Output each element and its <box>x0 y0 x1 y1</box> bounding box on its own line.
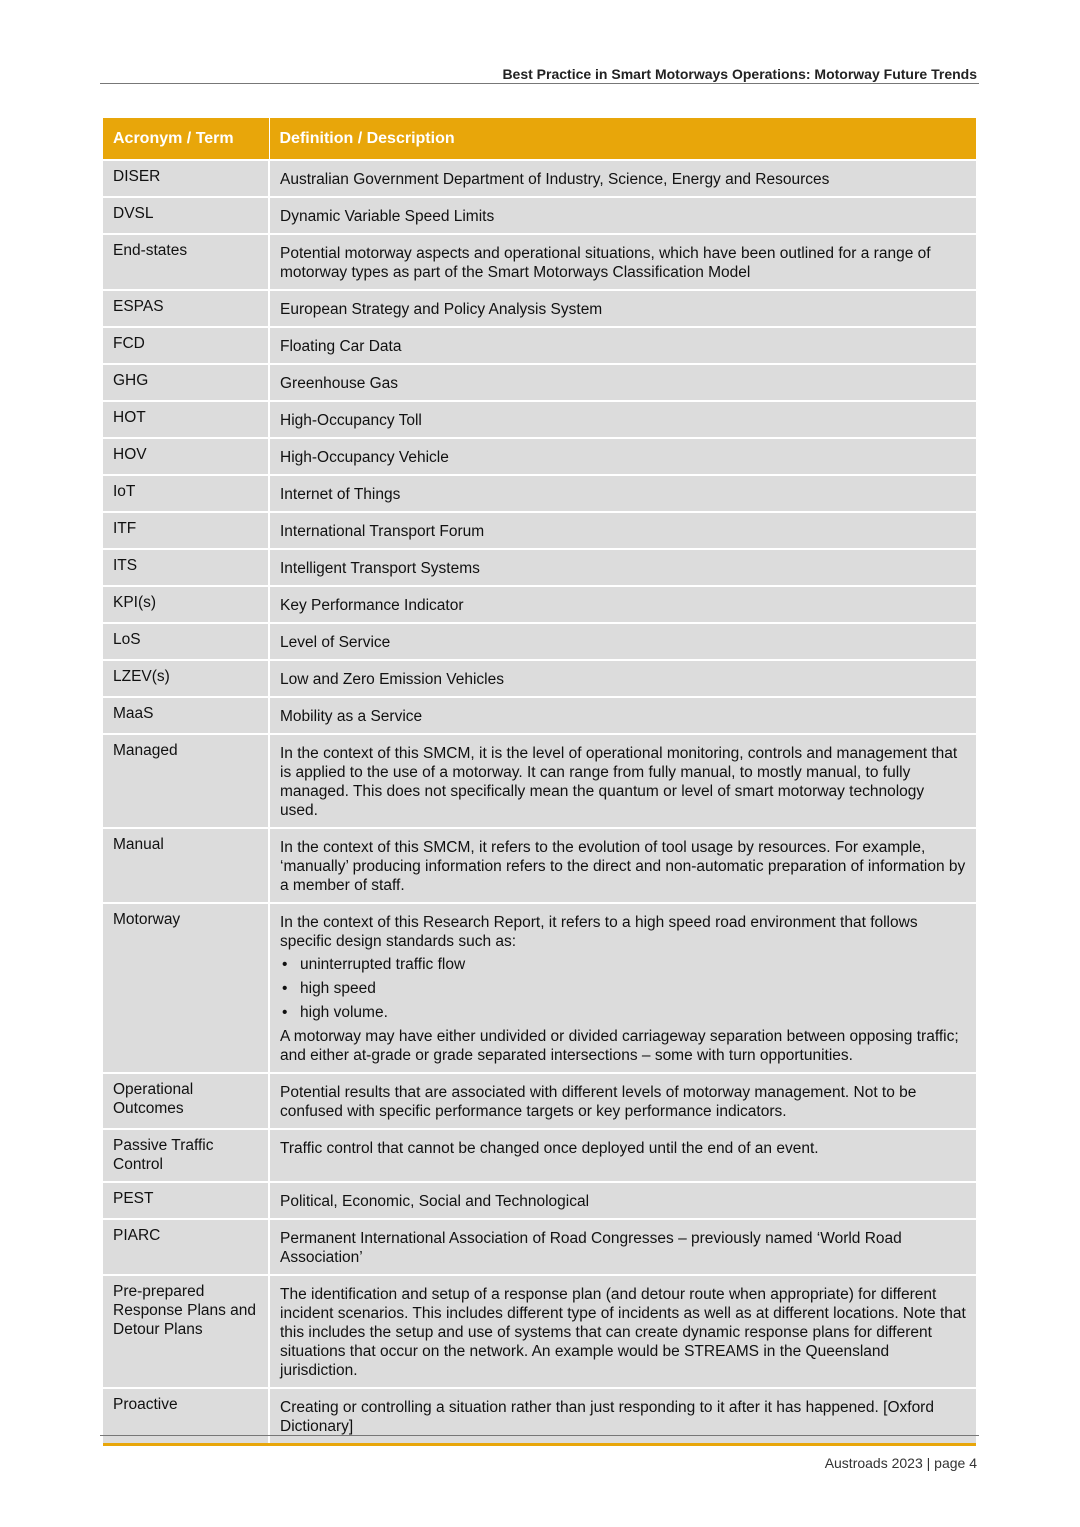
term-cell: Motorway <box>103 903 269 1073</box>
definition-cell <box>269 1388 976 1445</box>
definition-text: The identification and setup of a response plan (and detour route when appropriate) for different incident scenarios. This includes different type of incidents as well as at different locations. Note that this includes the setup and use of systems that can create dynamic response plans for different situations that occur on the network. An example would be STREAMS in the Queensland jurisdiction. <box>280 1286 966 1379</box>
table-row <box>103 734 976 828</box>
table-row <box>103 828 976 903</box>
term-cell: MaaS <box>103 697 269 734</box>
term-cell: Pre-prepared Response Plans and Detour Plans <box>103 1275 269 1388</box>
term-cell: LoS <box>103 623 269 660</box>
table-row <box>103 1275 976 1388</box>
definition-text: Permanent International Association of Road Congresses – previously named ‘World Road Association’ <box>280 1230 902 1266</box>
table-row <box>103 623 976 660</box>
definition-text: Floating Car Data <box>280 338 402 355</box>
term-cell: GHG <box>103 364 269 401</box>
definition-cell <box>269 1129 976 1182</box>
term-cell: DISER <box>103 160 269 197</box>
term-cell: Operational Outcomes <box>103 1073 269 1129</box>
term-cell: Managed <box>103 734 269 828</box>
column-header-term: Acronym / Term <box>103 118 269 160</box>
definition-cell <box>269 197 976 234</box>
table-row <box>103 197 976 234</box>
definition-text: Traffic control that cannot be changed once deployed until the end of an event. <box>280 1140 819 1157</box>
term-cell: Proactive <box>103 1388 269 1445</box>
table-row <box>103 401 976 438</box>
term-cell: Manual <box>103 828 269 903</box>
table-row <box>103 1182 976 1219</box>
definition-text: Potential motorway aspects and operational situations, which have been outlined for a range of motorway types as part of the Smart Motorways Classification Model <box>280 245 931 281</box>
definition-cell <box>269 512 976 549</box>
definition-followup-text: A motorway may have either undivided or divided carriageway separation between opposing traffic; and either at-grade or grade separated intersections – some with turn opportunities. <box>280 1028 959 1064</box>
table-row <box>103 903 976 1073</box>
table-row <box>103 475 976 512</box>
definition-text: Creating or controlling a situation rather than just responding to it after it has happened. [Oxford Dictionary] <box>280 1399 934 1435</box>
term-cell: DVSL <box>103 197 269 234</box>
definition-text: Key Performance Indicator <box>280 597 464 614</box>
definition-cell <box>269 438 976 475</box>
column-header-definition: Definition / Description <box>269 118 976 160</box>
glossary-table <box>103 118 976 1446</box>
term-cell: End-states <box>103 234 269 290</box>
definition-text: High-Occupancy Toll <box>280 412 422 429</box>
term-cell: PEST <box>103 1182 269 1219</box>
table-row <box>103 1388 976 1445</box>
definition-text: Intelligent Transport Systems <box>280 560 480 577</box>
definition-cell <box>269 660 976 697</box>
term-cell: ITF <box>103 512 269 549</box>
term-cell: HOV <box>103 438 269 475</box>
page-header-title: Best Practice in Smart Motorways Operations: Motorway Future Trends <box>502 66 977 82</box>
definition-text: Political, Economic, Social and Technological <box>280 1193 590 1210</box>
definition-cell <box>269 1275 976 1388</box>
definition-cell <box>269 234 976 290</box>
definition-cell <box>269 364 976 401</box>
definition-text: Australian Government Department of Industry, Science, Energy and Resources <box>280 171 830 188</box>
term-cell: LZEV(s) <box>103 660 269 697</box>
term-cell: FCD <box>103 327 269 364</box>
table-header-row <box>103 118 976 160</box>
table-row <box>103 586 976 623</box>
definition-bullet-item: • high speed <box>300 979 966 998</box>
table-row <box>103 512 976 549</box>
definition-text: Internet of Things <box>280 486 401 503</box>
term-cell: Passive Traffic Control <box>103 1129 269 1182</box>
term-cell: ESPAS <box>103 290 269 327</box>
definition-cell <box>269 1073 976 1129</box>
definition-cell <box>269 623 976 660</box>
definition-text: In the context of this Research Report, it refers to a high speed road environment that follows specific design standards such as: <box>280 914 918 950</box>
table-row <box>103 234 976 290</box>
definition-cell <box>269 290 976 327</box>
table-body <box>103 160 976 1445</box>
term-cell: IoT <box>103 475 269 512</box>
footer-divider <box>100 1435 979 1436</box>
definition-cell <box>269 1182 976 1219</box>
table-row <box>103 364 976 401</box>
definition-text: International Transport Forum <box>280 523 485 540</box>
definition-text: Greenhouse Gas <box>280 375 399 392</box>
table-row <box>103 438 976 475</box>
definition-text: Low and Zero Emission Vehicles <box>280 671 505 688</box>
definition-cell <box>269 734 976 828</box>
table-row <box>103 660 976 697</box>
header-divider <box>100 83 979 84</box>
definition-text: European Strategy and Policy Analysis System <box>280 301 603 318</box>
definition-cell <box>269 903 976 1073</box>
definition-cell <box>269 401 976 438</box>
definition-cell <box>269 549 976 586</box>
definition-text: In the context of this SMCM, it refers to the evolution of tool usage by resources. For example, ‘manually’ producing information refers to the direct and non-automatic preparation of information by a member of staff. <box>280 839 966 894</box>
term-cell: KPI(s) <box>103 586 269 623</box>
definition-cell <box>269 475 976 512</box>
definition-text: Mobility as a Service <box>280 708 423 725</box>
term-cell: HOT <box>103 401 269 438</box>
definition-cell <box>269 586 976 623</box>
definition-bullet-item: • uninterrupted traffic flow <box>300 955 966 974</box>
term-cell: PIARC <box>103 1219 269 1275</box>
table-row <box>103 160 976 197</box>
definition-text: Potential results that are associated with different levels of motorway management. Not to be confused with specific performance targets or key performance indicators. <box>280 1084 917 1120</box>
table-row <box>103 1219 976 1275</box>
glossary-table-container <box>103 118 976 1446</box>
definition-cell <box>269 828 976 903</box>
term-cell: ITS <box>103 549 269 586</box>
table-row <box>103 697 976 734</box>
table-row <box>103 549 976 586</box>
definition-bullet-item: • high volume. <box>300 1003 966 1022</box>
page-footer: Austroads 2023 | page 4 <box>824 1455 977 1471</box>
definition-text: In the context of this SMCM, it is the level of operational monitoring, controls and management that is applied to the use of a motorway. It can range from fully manual, to mostly manual, to fully managed. This does not specifically mean the quantum or level of smart motorway technology used. <box>280 745 958 819</box>
definition-bullet-list <box>280 955 966 1022</box>
definition-cell <box>269 697 976 734</box>
table-row <box>103 327 976 364</box>
definition-text: High-Occupancy Vehicle <box>280 449 449 466</box>
definition-cell <box>269 160 976 197</box>
table-row <box>103 290 976 327</box>
definition-text: Level of Service <box>280 634 391 651</box>
table-row <box>103 1129 976 1182</box>
definition-text: Dynamic Variable Speed Limits <box>280 208 495 225</box>
definition-cell <box>269 327 976 364</box>
definition-cell <box>269 1219 976 1275</box>
table-row <box>103 1073 976 1129</box>
